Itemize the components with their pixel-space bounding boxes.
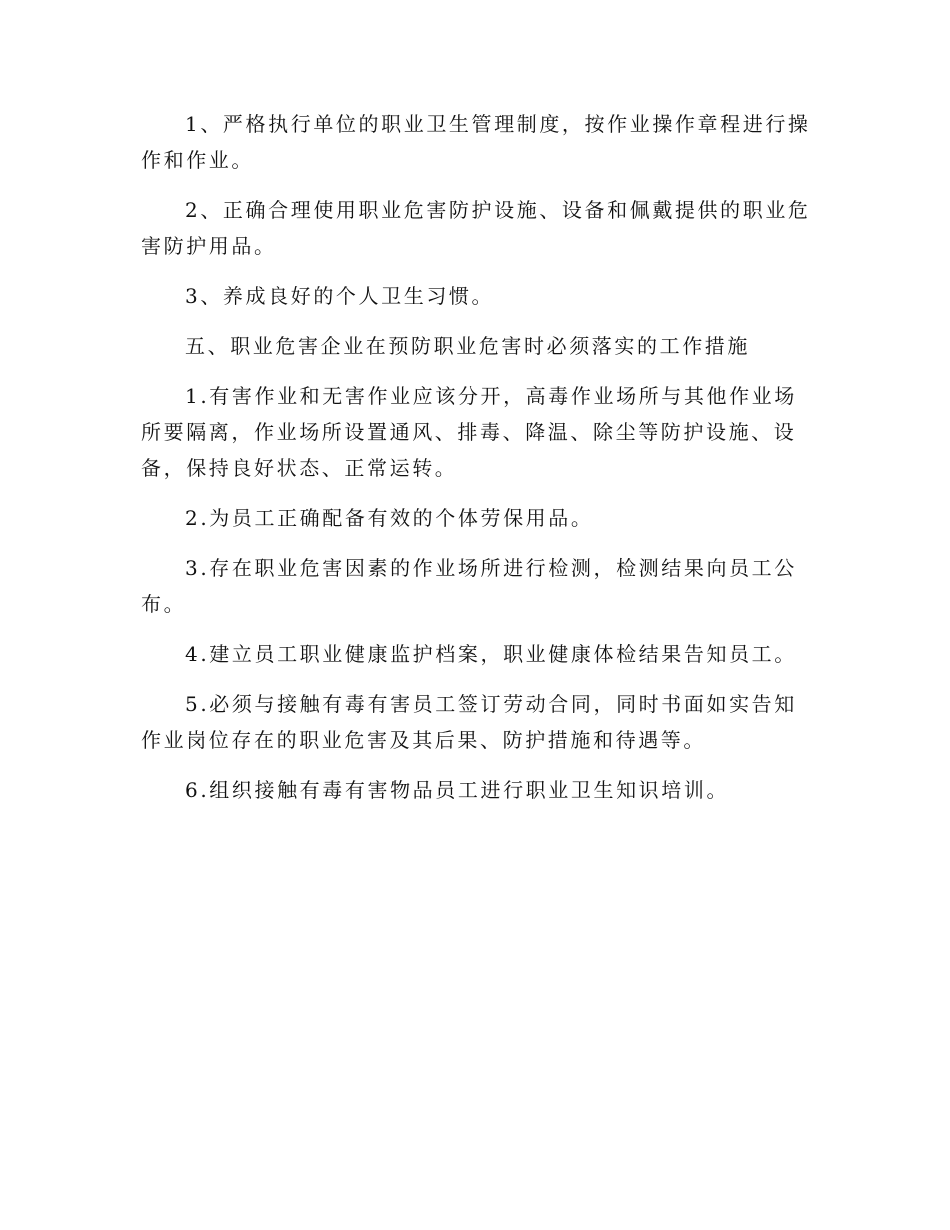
paragraph-2: 2、正确合理使用职业危害防护设施、设备和佩戴提供的职业危害防护用品。 <box>141 198 811 258</box>
paragraph-3: 3、养成良好的个人卫生习惯。 <box>185 284 495 308</box>
document-body <box>141 106 811 808</box>
section-heading: 五、职业危害企业在预防职业危害时必须落实的工作措施 <box>185 334 750 358</box>
paragraph-measure-2: 2.为员工正确配备有效的个体劳保用品。 <box>185 506 594 530</box>
paragraph-measure-3: 3.存在职业危害因素的作业场所进行检测，检测结果向员工公布。 <box>141 556 797 616</box>
paragraph-measure-1: 1.有害作业和无害作业应该分开，高毒作业场所与其他作业场所要隔离，作业场所设置通风、排毒、降温、除尘等防护设施、设备，保持良好状态、正常运转。 <box>141 384 797 480</box>
paragraph-1: 1、严格执行单位的职业卫生管理制度，按作业操作章程进行操作和作业。 <box>141 112 811 172</box>
paragraph-measure-5: 5.必须与接触有毒有害员工签订劳动合同，同时书面如实告知作业岗位存在的职业危害及其后果、防护措施和待遇等。 <box>141 692 797 752</box>
paragraph-measure-4: 4.建立员工职业健康监护档案，职业健康体检结果告知员工。 <box>185 642 797 666</box>
paragraph-measure-6: 6.组织接触有毒有害物品员工进行职业卫生知识培训。 <box>185 778 730 802</box>
